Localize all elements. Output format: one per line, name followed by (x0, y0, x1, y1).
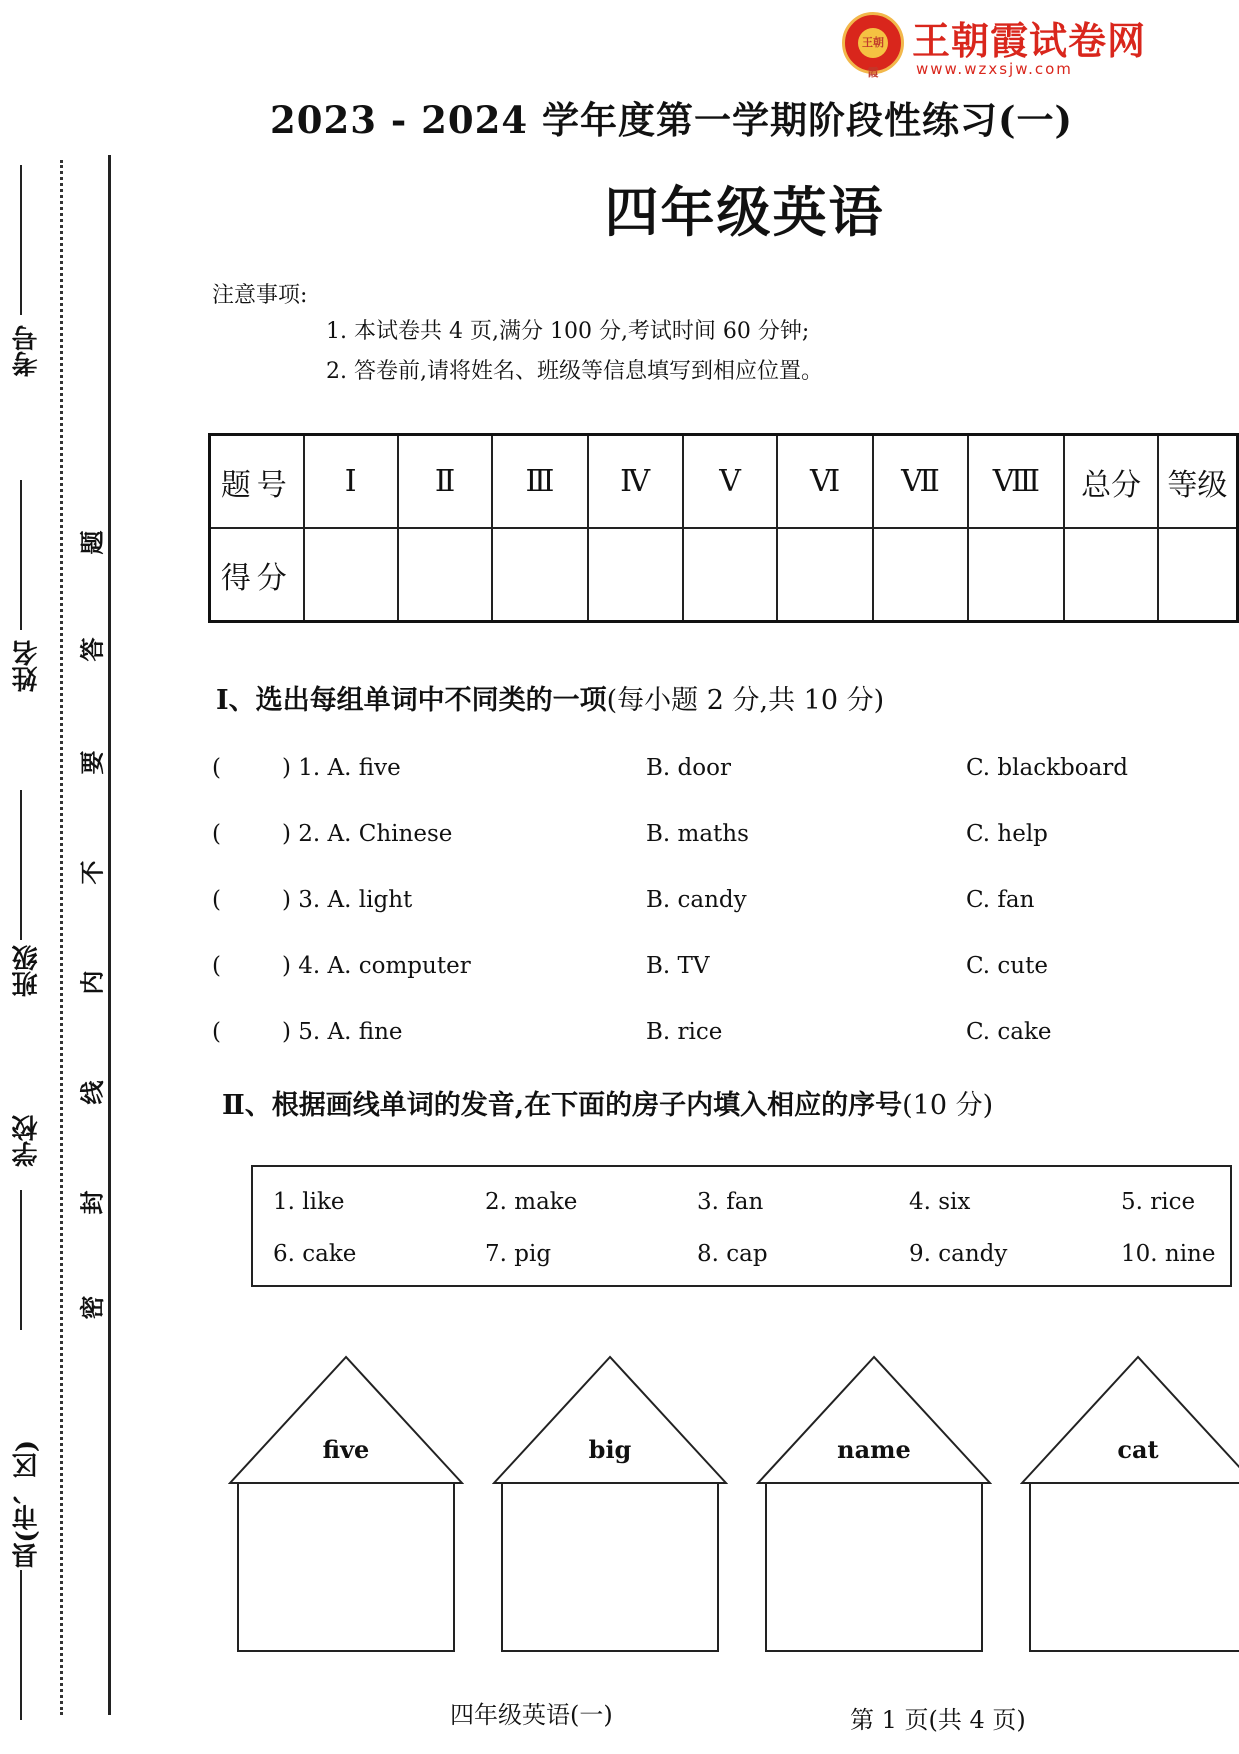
seal-char: 题 (77, 530, 107, 555)
seal-char: 密 (77, 1295, 107, 1320)
word-item: 9. candy (909, 1241, 1008, 1267)
answer-paren[interactable]: ( (212, 953, 221, 979)
question-number-option-a: ) 5. A. fine (282, 1019, 403, 1045)
footer-page-number: 第 1 页(共 4 页) (850, 1706, 1026, 1734)
word-item: 8. cap (697, 1241, 768, 1267)
score-table-score-row (210, 528, 1238, 622)
option-c: C. fan (966, 887, 1035, 913)
house-word: cat (1117, 1435, 1159, 1464)
seal-char: 不 (77, 860, 107, 885)
house-name (756, 1355, 992, 1655)
house-five (228, 1355, 464, 1655)
seal-char: 线 (77, 1080, 107, 1105)
score-cell[interactable] (304, 528, 398, 622)
logo-badge-text: 王朝霞 (858, 28, 888, 58)
logo-badge-icon (842, 12, 904, 79)
score-cell[interactable] (588, 528, 683, 622)
question-number-option-a: ) 1. A. five (282, 755, 401, 781)
score-table (208, 433, 1239, 623)
question-row (212, 821, 1212, 861)
score-cell[interactable] (1064, 528, 1157, 622)
house-shape-icon (756, 1355, 992, 1655)
score-cell[interactable] (968, 528, 1064, 622)
score-col-4: Ⅳ (588, 435, 683, 529)
option-b: B. door (646, 755, 731, 781)
blank-line[interactable] (20, 790, 22, 940)
answer-paren[interactable]: ( (212, 887, 221, 913)
word-item: 3. fan (697, 1189, 764, 1215)
notice-heading: 注意事项: (212, 283, 308, 308)
house-word: five (322, 1435, 370, 1464)
logo-url: www.wzxsjw.com (916, 60, 1073, 78)
seal-dotted-line (60, 160, 63, 1715)
label-exam-number: 考号 (12, 325, 42, 377)
question-number-option-a: ) 2. A. Chinese (282, 821, 453, 847)
score-col-8: Ⅷ (968, 435, 1064, 529)
house-big (492, 1355, 728, 1655)
house-word: big (588, 1435, 632, 1464)
word-item: 7. pig (485, 1241, 552, 1267)
question-number-option-a: ) 4. A. computer (282, 953, 471, 979)
score-col-total: 总分 (1064, 435, 1157, 529)
score-cell[interactable] (492, 528, 587, 622)
score-cell[interactable] (873, 528, 969, 622)
footer-left: 四年级英语(一) (450, 1701, 613, 1729)
score-col-5: Ⅴ (683, 435, 778, 529)
option-b: B. TV (646, 953, 710, 979)
notice-item-2: 2. 答卷前,请将姓名、班级等信息填写到相应位置。 (326, 359, 823, 384)
answer-paren[interactable]: ( (212, 1019, 221, 1045)
blank-line[interactable] (20, 1190, 22, 1330)
house-shape-icon (492, 1355, 728, 1655)
seal-char: 答 (77, 637, 107, 662)
score-col-1: Ⅰ (304, 435, 398, 529)
score-col-grade: 等级 (1158, 435, 1238, 529)
blank-line[interactable] (20, 1570, 22, 1720)
option-c: C. cute (966, 953, 1048, 979)
section-1-title-text: Ⅰ、选出每组单词中不同类的一项 (216, 685, 607, 716)
word-box (251, 1165, 1232, 1287)
answer-paren[interactable]: ( (212, 821, 221, 847)
blank-line[interactable] (20, 480, 22, 630)
label-school: 学校 (12, 1115, 42, 1167)
logo-name: 王朝霞试卷网 (912, 19, 1147, 63)
word-item: 2. make (485, 1189, 578, 1215)
exam-subtitle: 四年级英语 (604, 180, 885, 244)
notice-item-1: 1. 本试卷共 4 页,满分 100 分,考试时间 60 分钟; (326, 319, 810, 344)
house-shape-icon (228, 1355, 464, 1655)
label-name: 姓名 (12, 640, 42, 692)
option-b: B. candy (646, 887, 747, 913)
score-cell[interactable] (683, 528, 778, 622)
score-col-7: Ⅶ (873, 435, 969, 529)
option-c: C. cake (966, 1019, 1052, 1045)
question-row (212, 755, 1212, 795)
score-col-6: Ⅵ (777, 435, 872, 529)
label-county: 县(市、区) (12, 1440, 42, 1569)
word-item: 1. like (273, 1189, 345, 1215)
score-table-row2-label: 得分 (210, 528, 304, 622)
section-1-points: (每小题 2 分,共 10 分) (606, 685, 885, 716)
word-item: 6. cake (273, 1241, 357, 1267)
seal-char: 封 (77, 1190, 107, 1215)
seal-char: 要 (77, 750, 107, 775)
exam-title: 2023 - 2024 学年度第一学期阶段性练习(一) (270, 98, 1073, 142)
question-row (212, 1019, 1212, 1059)
section-2-title (222, 1083, 993, 1122)
score-col-2: Ⅱ (398, 435, 493, 529)
label-class: 班级 (12, 945, 42, 997)
site-logo (842, 10, 1162, 80)
seal-char: 内 (77, 970, 107, 995)
section-2-title-text: Ⅱ、根据画线单词的发音,在下面的房子内填入相应的序号 (222, 1090, 903, 1121)
option-c: C. help (966, 821, 1048, 847)
option-b: B. rice (646, 1019, 723, 1045)
section-1-title (216, 678, 884, 717)
question-row (212, 887, 1212, 927)
score-table-header-row (210, 435, 1238, 529)
margin-solid-line (108, 155, 111, 1715)
word-item: 5. rice (1121, 1189, 1196, 1215)
score-col-3: Ⅲ (492, 435, 587, 529)
question-number-option-a: ) 3. A. light (282, 887, 413, 913)
house-cat (1020, 1355, 1239, 1655)
word-item: 10. nine (1121, 1241, 1216, 1267)
house-shape-icon (1020, 1355, 1239, 1655)
score-table-row1-label: 题号 (210, 435, 304, 529)
question-row (212, 953, 1212, 993)
option-c: C. blackboard (966, 755, 1129, 781)
option-b: B. maths (646, 821, 749, 847)
blank-line[interactable] (20, 165, 22, 315)
answer-paren[interactable]: ( (212, 755, 221, 781)
house-word: name (837, 1435, 911, 1464)
word-item: 4. six (909, 1189, 971, 1215)
section-2-points: (10 分) (902, 1090, 994, 1121)
score-cell[interactable] (777, 528, 872, 622)
score-cell[interactable] (1158, 528, 1238, 622)
score-cell[interactable] (398, 528, 493, 622)
